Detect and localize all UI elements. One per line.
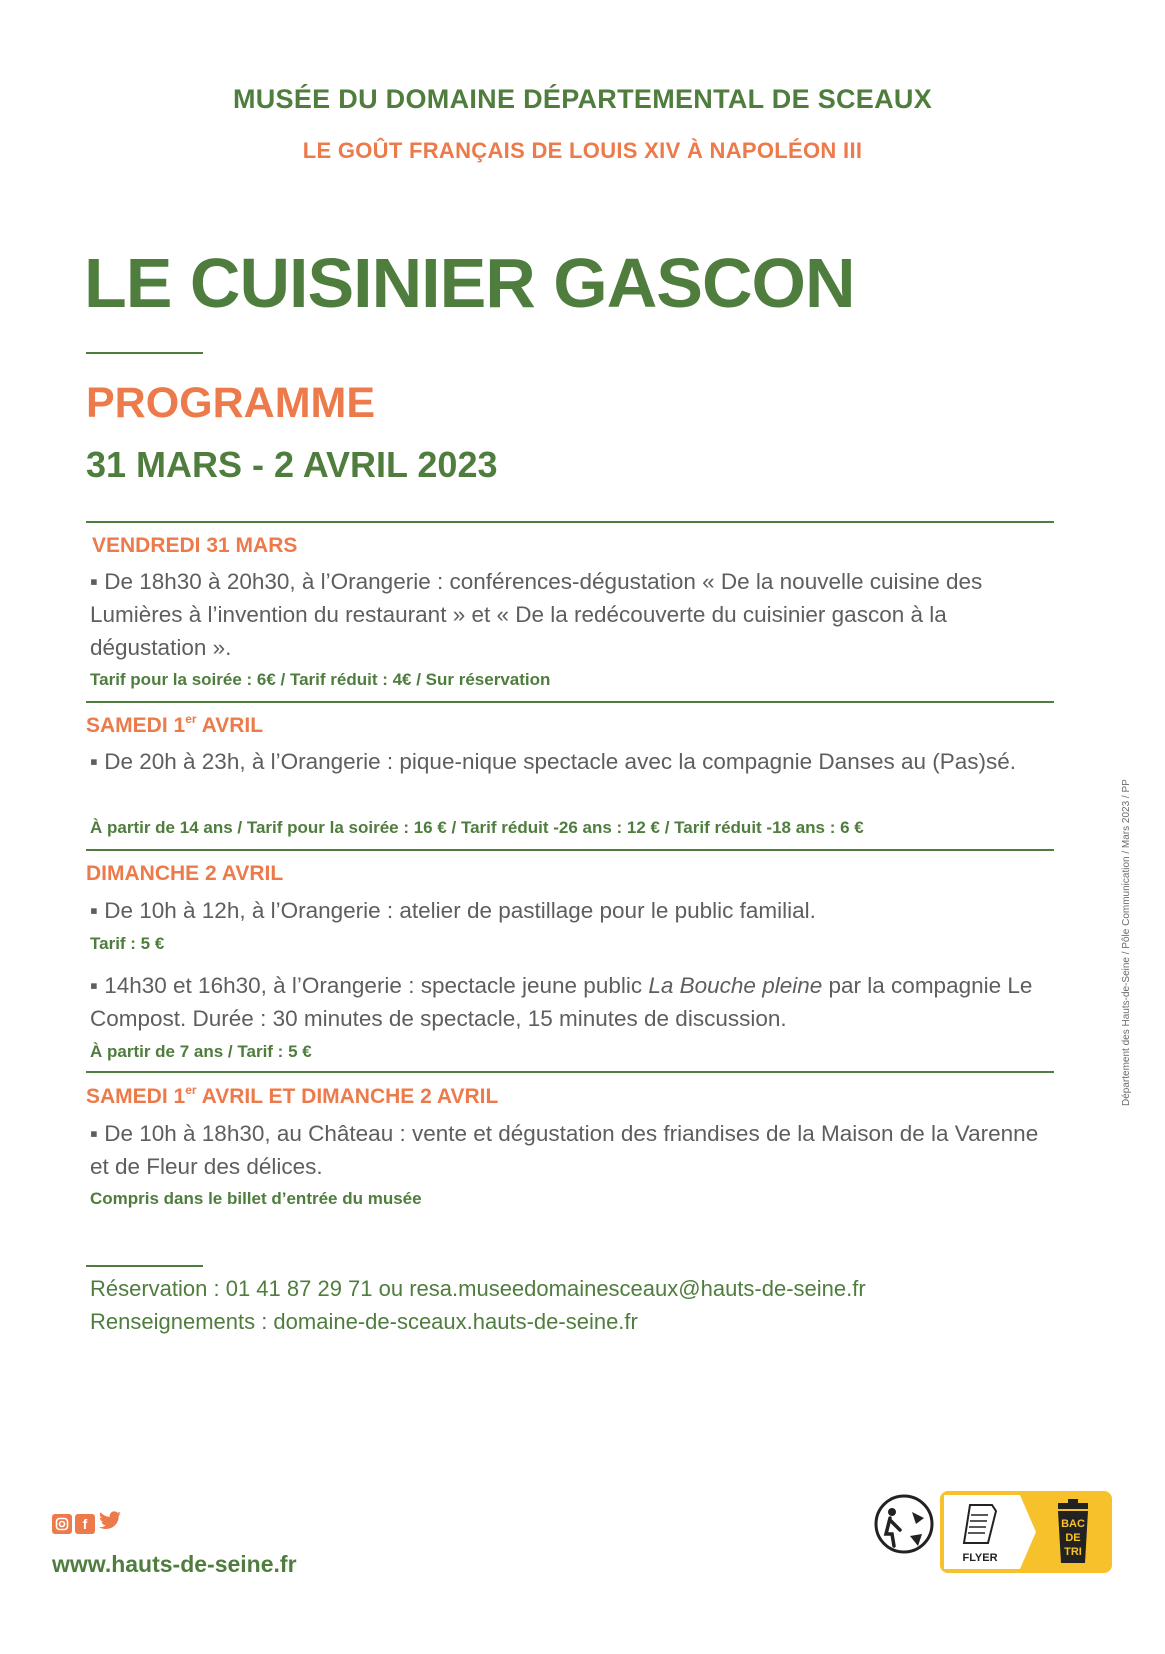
- recycling-badge: [940, 1491, 1112, 1573]
- twitter-icon[interactable]: [98, 1511, 122, 1536]
- contact-divider: [86, 1265, 203, 1267]
- day-heading-weekend: SAMEDI 1er AVRIL ET DIMANCHE 2 AVRIL: [86, 1083, 499, 1108]
- tarif-picnic: À partir de 14 ans / Tarif pour la soirée : 16 € / Tarif réduit -26 ans : 12 € / Tarif réduit -18 ans : 6 €: [90, 818, 864, 837]
- recycle-icon: [870, 1490, 938, 1558]
- website-link[interactable]: www.hauts-de-seine.fr: [52, 1551, 297, 1577]
- social-icons: [52, 1511, 122, 1536]
- section-divider: [86, 701, 1054, 703]
- section-divider: [86, 521, 1054, 523]
- event-item-conference: ▪ De 18h30 à 20h30, à l’Orangerie : conférences-dégustation « De la nouvelle cuisine des Lumières à l’invention du restaurant » et « De la redécouverte du cuisinier gascon à la dégustation ».: [90, 569, 983, 660]
- tarif-workshop: Tarif : 5 €: [90, 934, 165, 953]
- reservation-line[interactable]: Réservation : 01 41 87 29 71 ou resa.museedomainesceaux@hauts-de-seine.fr: [90, 1276, 866, 1301]
- event-dates: 31 MARS - 2 AVRIL 2023: [86, 444, 498, 485]
- day-heading-saturday: SAMEDI 1er AVRIL: [86, 712, 264, 737]
- tarif-show: À partir de 7 ans / Tarif : 5 €: [90, 1042, 312, 1061]
- museum-subtitle: LE GOÛT FRANÇAIS DE LOUIS XIV À NAPOLÉON III: [302, 138, 863, 163]
- facebook-icon[interactable]: f: [75, 1514, 95, 1534]
- event-title: LE CUISINIER GASCON: [84, 244, 855, 322]
- bin-label-3: TRI: [1064, 1546, 1082, 1558]
- day-heading-friday: VENDREDI 31 MARS: [92, 534, 298, 557]
- vertical-credit: Département des Hauts-de-Seine / Pôle Communication / Mars 2023 / PP: [1121, 779, 1132, 1106]
- bin-label-2: DE: [1065, 1532, 1081, 1544]
- tarif-conference: Tarif pour la soirée : 6€ / Tarif réduit : 4€ / Sur réservation: [90, 670, 551, 689]
- event-item-picnic: ▪ De 20h à 23h, à l’Orangerie : pique-nique spectacle avec la compagnie Danses au (Pas)sé.: [90, 749, 1017, 774]
- info-line[interactable]: Renseignements : domaine-de-sceaux.hauts-de-seine.fr: [90, 1309, 638, 1334]
- flyer-label: FLYER: [962, 1552, 998, 1564]
- tarif-tasting: Compris dans le billet d’entrée du musée: [90, 1189, 422, 1208]
- bin-icon: [1058, 1499, 1088, 1563]
- programme-heading: PROGRAMME: [86, 379, 376, 427]
- section-divider: [86, 849, 1054, 851]
- event-item-workshop: ▪ De 10h à 12h, à l’Orangerie : atelier de pastillage pour le public familial.: [90, 898, 816, 923]
- instagram-icon[interactable]: [52, 1514, 72, 1534]
- section-divider: [86, 1071, 1054, 1073]
- bin-label-1: BAC: [1061, 1518, 1085, 1530]
- event-item-show: ▪ 14h30 et 16h30, à l’Orangerie : spectacle jeune public La Bouche pleine par la compagnie Le Compost. Durée : 30 minutes de spectacle, 15 minutes de discussion.: [90, 973, 1033, 1031]
- day-heading-sunday: DIMANCHE 2 AVRIL: [86, 862, 284, 885]
- museum-title: MUSÉE DU DOMAINE DÉPARTEMENTAL DE SCEAUX: [232, 84, 933, 114]
- event-item-tasting: ▪ De 10h à 18h30, au Château : vente et dégustation des friandises de la Maison de la Varenne et de Fleur des délices.: [90, 1121, 1039, 1179]
- title-divider: [86, 352, 203, 354]
